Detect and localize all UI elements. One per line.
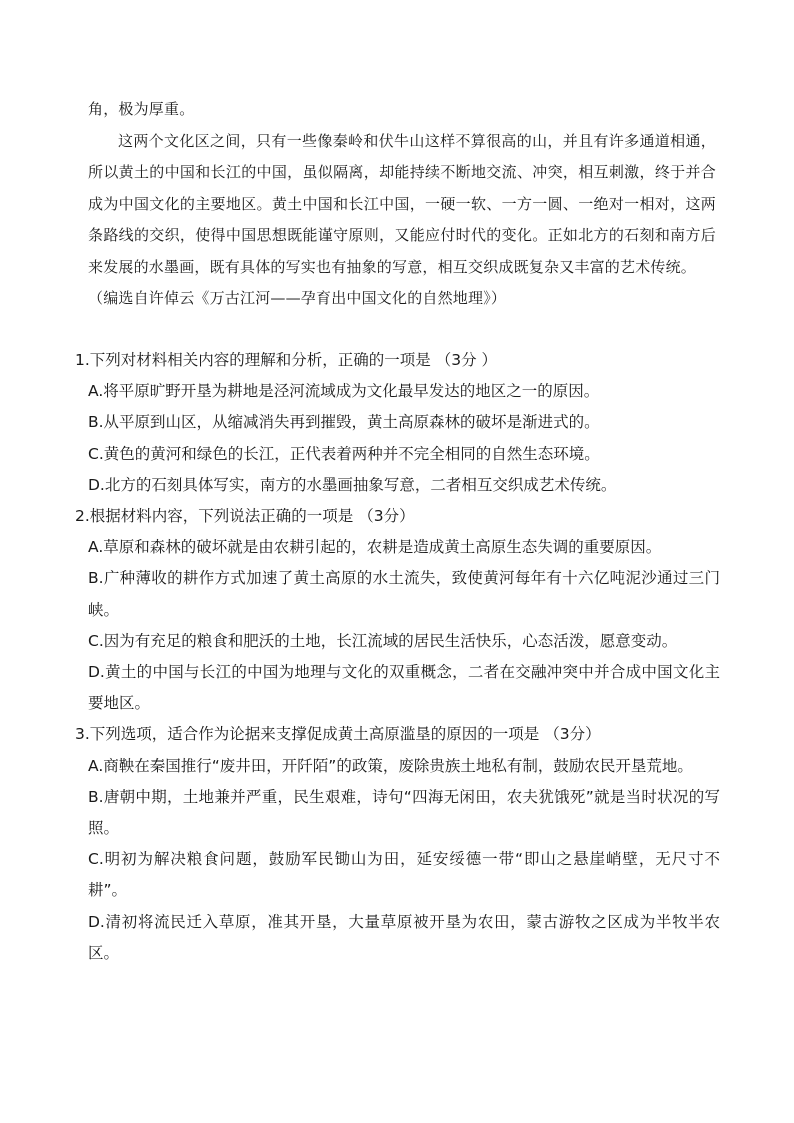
passage-source: （编选自许倬云《万古江河——孕育出中国文化的自然地理》） (88, 289, 507, 307)
question-3 (75, 719, 720, 969)
question-1-stem: 1.下列对材料相关内容的理解和分析，正确的一项是 （3分 ） (75, 351, 498, 369)
question-2-stem: 2.根据材料内容，下列说法正确的一项是 （3分） (75, 507, 415, 526)
question-3-option-d: D.清初将流民迁入草原，准其开垦，大量草原被开垦为农田，蒙古游牧之区成为半牧半农区。 (88, 912, 720, 962)
question-2 (75, 501, 720, 719)
question-2-option-d: D.黄土的中国与长江的中国为地理与文化的双重概念，二者在交融冲突中并合成中国文化主要地区。 (88, 663, 720, 713)
reading-passage (88, 94, 716, 315)
question-3-option-a: A.商鞅在秦国推行“废井田，开阡陌”的政策，废除贵族土地私有制，鼓励农民开垦荒地。 (88, 756, 693, 775)
question-2-option-a: A.草原和森林的破坏就是由农耕引起的，农耕是造成黄土高原生态失调的重要原因。 (88, 538, 662, 557)
question-2-option-b: B.广种薄收的耕作方式加速了黄土高原的水土流失，致使黄河每年有十六亿吨泥沙通过三门峡。 (88, 569, 720, 619)
question-3-stem: 3.下列选项，适合作为论据来支撑促成黄土高原滥垦的原因的一项是 （3分） (75, 725, 601, 744)
question-1-option-c: C.黄色的黄河和绿色的长江，正代表着两种并不完全相同的自然生态环境。 (88, 444, 600, 463)
question-3-option-b: B.唐朝中期，土地兼并严重，民生艰难，诗句“四海无闲田，农夫犹饿死”就是当时状况的写照。 (88, 787, 720, 838)
question-1-option-d: D.北方的石刻具体写实，南方的水墨画抽象写意，二者相互交织成艺术传统。 (88, 475, 617, 494)
question-1-option-b: B.从平原到山区，从缩减消失再到摧毁，黄土高原森林的破坏是渐进式的。 (88, 413, 600, 432)
question-list (75, 345, 720, 969)
question-3-option-c: C.明初为解决粮食问题，鼓励军民锄山为田，延安绥德一带“即山之悬崖峭壁，无尺寸不耕”。 (88, 850, 720, 900)
question-1-option-a: A.将平原旷野开垦为耕地是泾河流域成为文化最早发达的地区之一的原因。 (88, 382, 600, 401)
passage-paragraph-tail: 角，极为厚重。 (88, 100, 195, 118)
passage-paragraph-2: 这两个文化区之间，只有一些像秦岭和伏牛山这样不算很高的山，并且有许多通道相通，所以黄土的中国和长江的中国，虽似隔离，却能持续不断地交流、冲突，相互刺激，终于并合成为中国文化的主要地区。黄土中国和长江中国，一硬一软、一方一圆、一绝对一相对，这两条路线的交织，使得中国思想既能谨守原则，又能应付时代的变化。正如北方的石刻和南方后来发展的水墨画，既有具体的写实也有抽象的写意，相互交织成既复杂又丰富的艺术传统。 (88, 131, 716, 276)
question-1 (75, 345, 720, 501)
question-2-option-c: C.因为有充足的粮食和肥沃的土地，长江流域的居民生活快乐，心态活泼，愿意变动。 (88, 631, 678, 650)
